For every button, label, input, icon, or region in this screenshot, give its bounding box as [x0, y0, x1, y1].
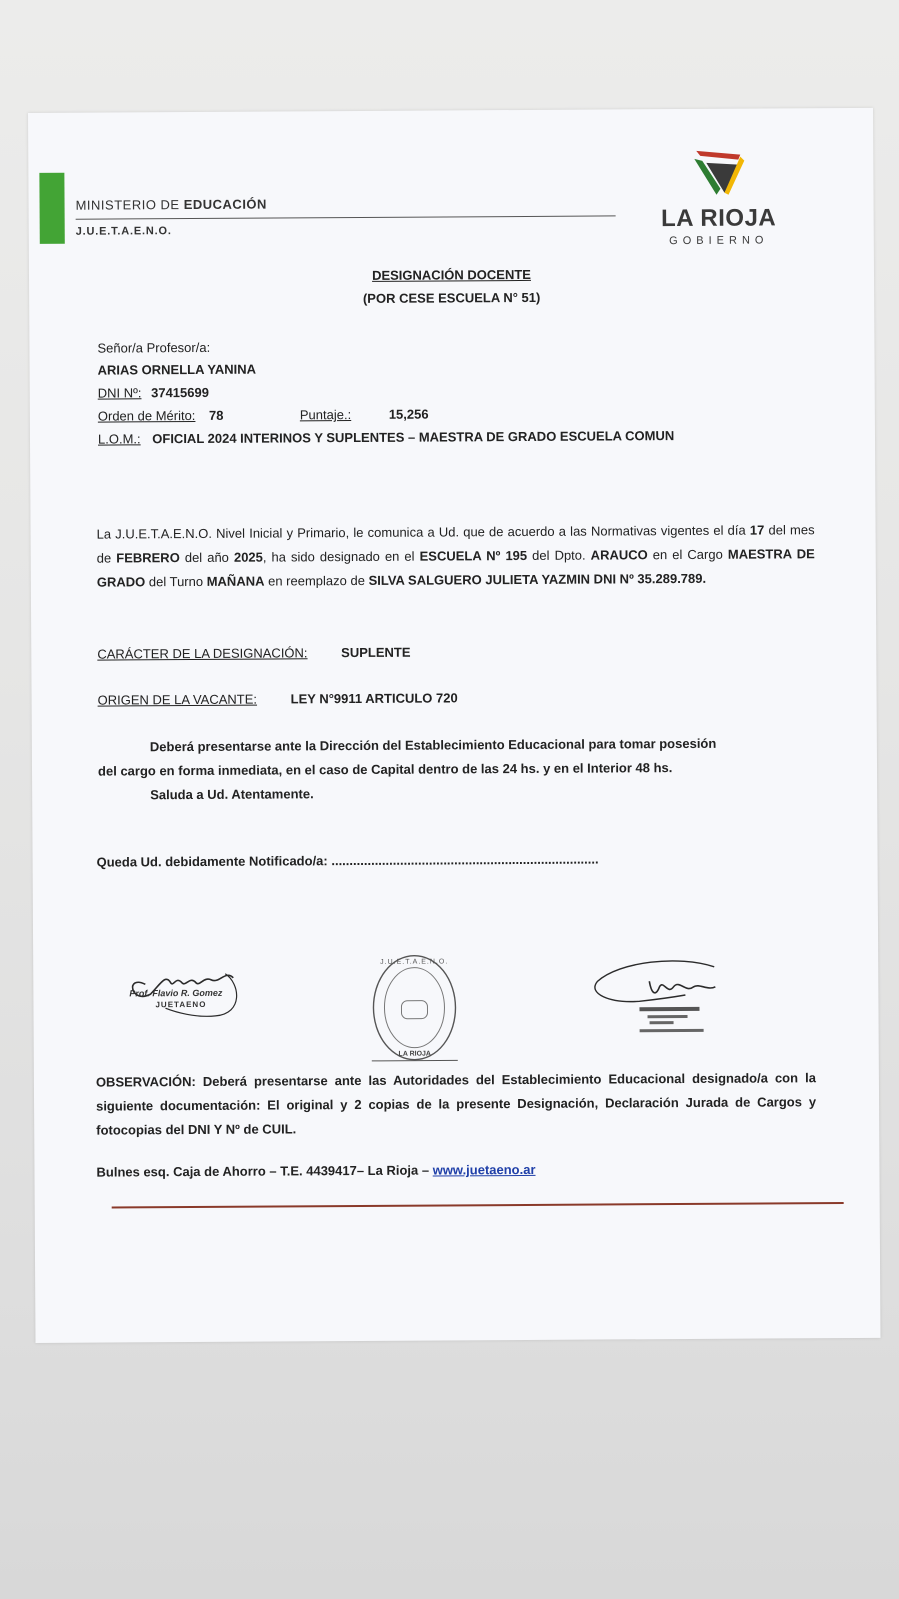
designation-paragraph: La J.U.E.T.A.E.N.O. Nivel Inicial y Primario, le comunica a Ud. que de acuerdo a las Normativas vigentes el día 17 del mes de FEBRERO del año 2025, ha sido designado en el ESCUELA Nº 195 del Dpto. ARAUCO en el Cargo MAESTRA DE GRADO del Turno MAÑANA en reemplazo de SILVA SALGUERO JULIETA YAZMIN DNI Nº 35.289.789. — [96, 522, 815, 590]
organismo-label: J.U.E.T.A.E.N.O. — [75, 225, 172, 238]
caracter-value: SUPLENTE — [341, 644, 411, 661]
reemplazo-value: SILVA SALGUERO JULIETA YAZMIN DNI Nº 35.289.789. — [368, 570, 707, 588]
notificado-line: Queda Ud. debidamente Notificado/a: .......................................................................... — [96, 851, 599, 870]
turno-value: MAÑANA — [206, 573, 265, 589]
la-rioja-logo — [648, 146, 789, 252]
footer-address: Bulnes esq. Caja de Ahorro – T.E. 4439417– La Rioja – www.juetaeno.ar — [96, 1161, 536, 1180]
header-divider — [76, 215, 616, 219]
anio-value: 2025 — [233, 549, 263, 565]
website-link[interactable]: www.juetaeno.ar — [432, 1161, 536, 1178]
observacion-text: Deberá presentarse ante las Autoridades del Establecimiento Educacional designado/a con la siguiente documentación: El original y 2 copias de la presente Designación, Declaración Jurada de Cargos y fotocopias del DNI Y Nº de CUIL. — [96, 1070, 817, 1138]
dni-label: DNI Nº: — [97, 385, 142, 401]
recipient-name: ARIAS ORNELLA YANINA — [97, 361, 257, 378]
orden-value: 78 — [208, 407, 224, 423]
caracter-row — [97, 645, 410, 662]
salutation: Señor/a Profesor/a: — [97, 339, 211, 356]
origen-value: LEY N°9911 ARTICULO 720 — [290, 690, 458, 707]
la-rioja-emblem-icon — [648, 146, 788, 207]
dni-value: 37415699 — [151, 384, 209, 401]
caracter-label: CARÁCTER DE LA DESIGNACIÓN: — [97, 645, 308, 662]
document-page — [28, 108, 880, 1343]
lom-label: L.O.M.: — [97, 431, 141, 447]
document-title: DESIGNACIÓN DOCENTE — [371, 266, 531, 283]
observacion-label: OBSERVACIÓN: — [95, 1073, 196, 1090]
instructions-line-3: Saluda a Ud. Atentamente. — [150, 786, 314, 803]
puntaje-value: 15,256 — [388, 406, 429, 422]
instructions-line-1: Deberá presentarse ante la Dirección del Establecimiento Educacional para tomar posesión — [149, 735, 717, 755]
cargo-value: MAESTRA DE GRADO — [96, 546, 815, 590]
ministerio-heading: MINISTERIO DE EDUCACIÓN — [75, 196, 267, 213]
footer-divider — [112, 1202, 844, 1208]
instructions-line-2: del cargo en forma inmediata, en el caso de Capital dentro de las 24 hs. y en el Interior 48 hs. — [97, 760, 673, 779]
dni-row — [98, 385, 209, 401]
origen-label: ORIGEN DE LA VACANTE: — [97, 691, 258, 708]
puntaje-row — [300, 407, 429, 423]
logo-subtitle: GOBIERNO — [669, 234, 769, 248]
lom-value: OFICIAL 2024 INTERINOS Y SUPLENTES – MAESTRA DE GRADO ESCUELA COMUN — [152, 428, 675, 447]
signature-scribble-icon — [589, 957, 725, 1043]
observacion-paragraph — [96, 1066, 816, 1142]
origen-row — [98, 690, 458, 707]
dia-value: 17 — [749, 522, 765, 538]
puntaje-label: Puntaje.: — [299, 407, 352, 423]
lom-row — [98, 428, 674, 447]
document-subtitle: (POR CESE ESCUELA N° 51) — [362, 289, 541, 306]
left-signer-role: JUETAENO — [155, 999, 207, 1010]
mes-value: FEBRERO — [116, 550, 180, 566]
orden-row — [98, 408, 224, 424]
escuela-value: ESCUELA Nº 195 — [419, 547, 528, 564]
stamp-bottom-text: LA RIOJA — [398, 1050, 431, 1058]
logo-title: LA RIOJA — [661, 204, 777, 233]
green-header-bar — [39, 173, 64, 244]
left-signature — [115, 954, 265, 1035]
left-signer-name: Prof. Flavio R. Gomez — [129, 987, 223, 999]
stamp-top-text: J.U.E.T.A.E.N.O. — [380, 958, 449, 966]
official-stamp — [369, 952, 460, 1068]
orden-label: Orden de Mérito: — [97, 407, 196, 424]
right-signature — [589, 957, 725, 1043]
dpto-value: ARAUCO — [590, 547, 648, 563]
